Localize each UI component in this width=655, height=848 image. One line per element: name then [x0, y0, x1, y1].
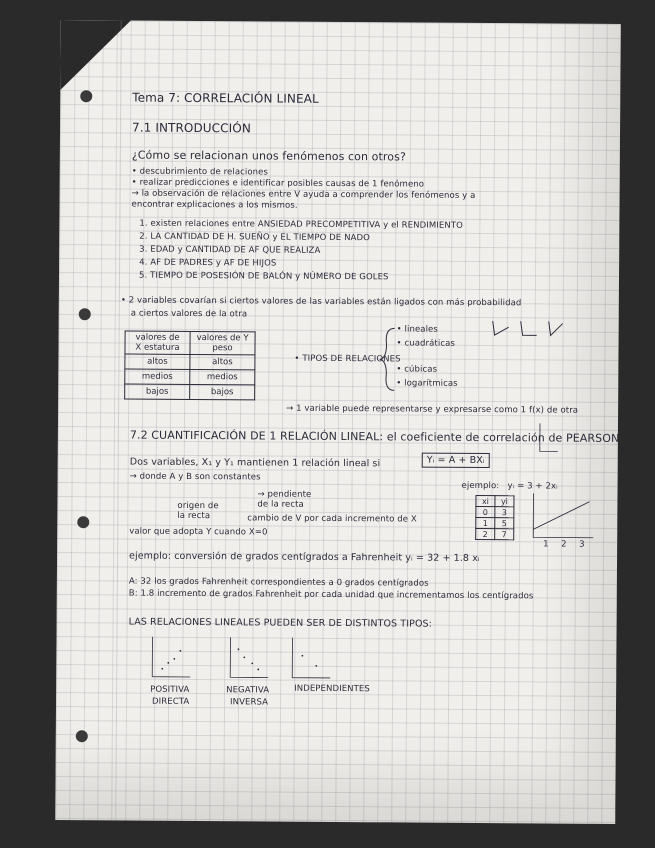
axis-tick: 1 [543, 539, 549, 550]
section-heading: 7.1 INTRODUCCIÓN [132, 120, 251, 136]
example-formula: yᵢ = 3 + 2xᵢ [507, 481, 558, 492]
section-heading: 7.2 CUANTIFICACIÓN DE 1 RELACIÓN LINEAL: el coeficiente de correlación de PEARSON [129, 428, 620, 445]
table-cell: altos [190, 354, 255, 369]
table-cell: medios [125, 369, 190, 384]
formula-box: Yᵢ = A + BXᵢ [422, 453, 490, 468]
types-heading: LAS RELACIONES LINEALES PUEDEN SER DE DISTINTOS TIPOS: [128, 616, 433, 630]
table-header: xi [476, 495, 495, 506]
scatter-label: DIRECTA [152, 696, 190, 707]
example-item: 2. LA CANTIDAD DE H. SUEÑO y EL TIEMPO DE NADO [139, 231, 370, 244]
positive-scatter-sketch [148, 635, 192, 681]
scatter-label: INDEPENDIENTES [294, 683, 370, 695]
table-cell: medios [190, 369, 255, 384]
table-cell: 5 [495, 518, 514, 529]
bullet-item: • realizar predicciones e identificar posibles causas de 1 fenómeno [131, 177, 425, 190]
table-cell: bajos [190, 384, 255, 399]
example-b-note: B: 1.8 incremento de grados Fahrenheit por cada unidad que incrementamos los centígrados [128, 588, 534, 602]
table-cell: 0 [476, 506, 495, 517]
binder-hole [80, 90, 92, 102]
example-conversion: ejemplo: conversión de grados centígrados a Fahrenheit yᵢ = 32 + 1.8 xᵢ [129, 550, 480, 564]
constants-text: → donde A y B son constantes [129, 471, 261, 483]
relation-type: • logarítmicas [396, 378, 458, 389]
table-header: valores de X estatura [125, 331, 190, 354]
negative-scatter-sketch [226, 635, 270, 681]
table-cell: 1 [476, 517, 495, 528]
binder-hole [76, 730, 88, 742]
independent-scatter-sketch [288, 636, 332, 682]
axis-tick: 2 [561, 539, 567, 550]
line-graph-sketch [527, 491, 597, 543]
table-cell: 3 [495, 507, 514, 518]
scatter-label: POSITIVA [150, 684, 190, 695]
covariance-text: • 2 variables covarían si ciertos valores de las variables están ligados con más probabilidad [120, 295, 522, 309]
function-note: → 1 variable puede representarse y expresarse como 1 f(x) de otra [286, 403, 579, 416]
table-header: yi [495, 496, 514, 507]
example-item: 4. AF DE PADRES y AF DE HIJOS [139, 257, 277, 269]
example-item: 5. TIEMPO DE POSESIÓN DE BALÓN y NÚMERO DE GOLES [138, 270, 389, 283]
question-text: ¿Cómo se relacionan unos fenómenos con otros? [131, 148, 406, 164]
page-title: Tema 7: CORRELACIÓN LINEAL [132, 90, 319, 106]
axis-tick: 3 [579, 539, 585, 550]
binder-hole [79, 308, 91, 320]
example-item: 1. existen relaciones entre ANSIEDAD PRECOMPETITIVA y el RENDIMIENTO [139, 218, 463, 231]
table-cell: altos [125, 354, 190, 369]
intercept-note: valor que adopta Y cuando X=0 [129, 526, 268, 538]
change-note: cambio de V por cada incremento de X [247, 513, 417, 525]
table-cell: bajos [125, 384, 190, 399]
covariance-text: a ciertos valores de la otra [130, 308, 248, 320]
scatter-label: INVERSA [230, 697, 269, 708]
origin-note: origen de la recta [177, 500, 219, 522]
curve-sketch-icon [491, 319, 581, 340]
linear-def-text: Dos variables, X₁ y Y₁ mantienen 1 relación lineal si [129, 456, 381, 470]
binder-hole [77, 516, 89, 528]
relation-types-label: • TIPOS DE RELACIONES [294, 353, 401, 365]
example-a-note: A: 32 los grados Fahrenheit correspondientes a 0 grados centígrados [128, 576, 429, 589]
relation-type: • cúbicas [396, 364, 438, 375]
table-cell: 7 [495, 529, 514, 540]
example-item: 3. EDAD y CANTIDAD DE AF QUE REALIZA [139, 244, 321, 256]
scatter-label: NEGATIVA [226, 685, 270, 696]
relation-type: • lineales [396, 324, 438, 335]
corner-axes-icon [536, 421, 560, 455]
example-label: ejemplo: [461, 480, 500, 492]
table-header: valores de Y peso [190, 331, 255, 354]
xy-table [475, 495, 514, 540]
relation-type: • cuadráticas [396, 338, 455, 349]
bullet-item: → la observación de relaciones entre V ayuda a comprender los fenómenos y a [131, 188, 476, 201]
table-cell: 2 [476, 528, 495, 539]
notebook-page [55, 20, 621, 824]
bullet-item: • descubrimiento de relaciones [131, 166, 269, 178]
margin-line [115, 20, 122, 820]
bullet-item: encontrar explicaciones a los mismos. [131, 199, 298, 211]
values-table [124, 331, 255, 401]
slope-note: → pendiente de la recta [257, 489, 312, 510]
